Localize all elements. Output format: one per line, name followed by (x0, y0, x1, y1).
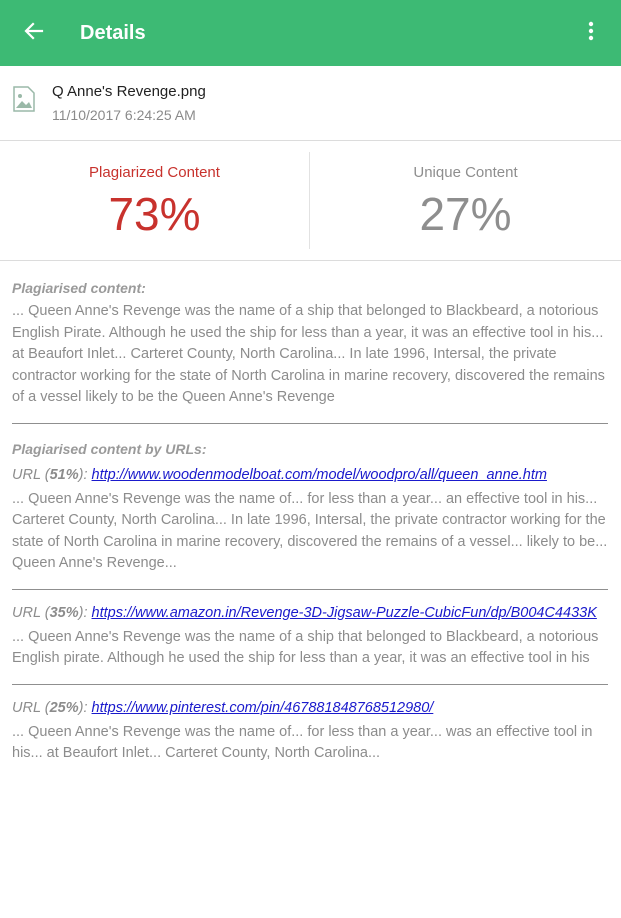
url-prefix: URL ( (12, 466, 50, 483)
unique-label: Unique Content (413, 164, 518, 181)
url-result (12, 458, 608, 589)
source-url-link[interactable]: https://www.amazon.in/Revenge-3D-Jigsaw-Puzzle-CubicFun/dp/B004C4433K (91, 604, 597, 621)
source-url-link[interactable]: https://www.pinterest.com/pin/467881848768512980/ (91, 699, 434, 716)
url-match-text: ... Queen Anne's Revenge was the name of a ship that belonged to Blackbeard, a notorious English pirate. Although he used the ship for less than a year, it was an effective tool in his (12, 628, 599, 666)
url-match-text: ... Queen Anne's Revenge was the name of... for less than a year... an effective tool in his... Carteret County, North Carolina... In late 1996, Intersal, the private contractor working for the state of North Carolina in marine recovery, discovered the remains of a vessel... likely to be... Queen Anne's Revenge... (12, 490, 608, 571)
plagiarised-section (12, 279, 608, 423)
stats-panel (0, 141, 621, 261)
url-prefix: URL ( (12, 604, 50, 621)
plagiarised-text: ... Queen Anne's Revenge was the name of a ship that belonged to Blackbeard, a notorious English Pirate. Although he used the ship for less than a year, it was an effective tool in his... at Beaufort Inlet... Carteret County, North Carolina... In late 1996, Intersal, the private contractor working for the state of North Carolina in marine recovery, discovered the remains of a vessel likely to be the Queen Anne's Revenge (12, 303, 605, 405)
file-name: Q Anne's Revenge.png (52, 83, 206, 100)
unique-value: 27% (419, 188, 512, 240)
url-percent: 25% (49, 699, 79, 716)
plagiarised-heading: Plagiarised content: (12, 280, 146, 296)
url-suffix: ): (78, 699, 88, 716)
url-percent: 35% (49, 604, 79, 621)
back-button[interactable] (14, 13, 54, 53)
plagiarized-value: 73% (108, 188, 201, 240)
app-bar (0, 0, 621, 66)
url-match-text: ... Queen Anne's Revenge was the name of... for less than a year... was an effective tool in his... at Beaufort Inlet... Carteret County, North Carolina... (12, 723, 593, 761)
url-line (12, 698, 608, 718)
source-url-link[interactable]: http://www.woodenmodelboat.com/model/woodpro/all/queen_anne.htm (91, 466, 547, 483)
more-vert-icon (588, 21, 594, 46)
report-content (12, 279, 608, 779)
url-result (12, 685, 608, 779)
url-line (12, 603, 608, 623)
arrow-back-icon (24, 21, 44, 46)
file-info (0, 66, 621, 141)
plagiarized-stat (0, 141, 309, 260)
overflow-menu-button[interactable] (571, 13, 611, 53)
url-suffix: ): (78, 604, 88, 621)
url-prefix: URL ( (12, 699, 50, 716)
url-result (12, 590, 608, 684)
url-line (12, 465, 608, 485)
image-file-icon (13, 86, 35, 112)
by-urls-section (12, 424, 608, 458)
unique-stat (310, 141, 621, 260)
by-urls-heading: Plagiarised content by URLs: (12, 440, 207, 457)
page-title: Details (80, 22, 146, 44)
file-date: 11/10/2017 6:24:25 AM (52, 107, 196, 123)
url-suffix: ): (78, 466, 88, 483)
url-percent: 51% (49, 466, 79, 483)
plagiarized-label: Plagiarized Content (89, 164, 220, 181)
